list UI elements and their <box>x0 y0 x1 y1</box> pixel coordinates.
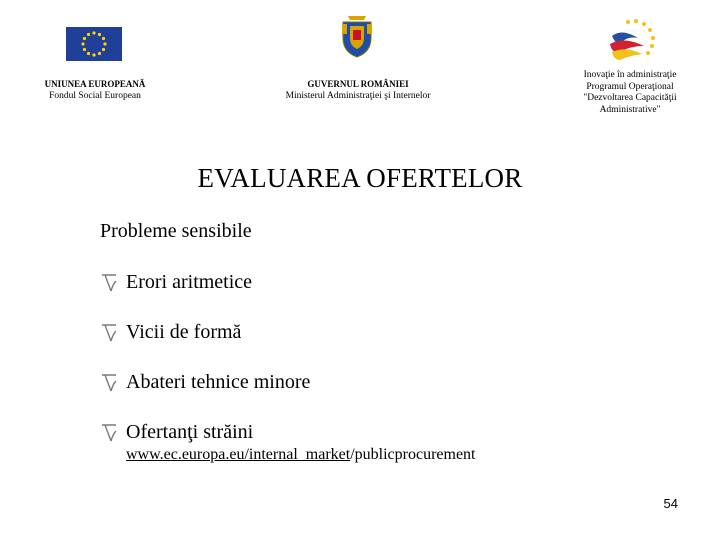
list-item-text: Vicii de formă <box>126 321 242 343</box>
government-title: GUVERNUL ROMÂNIEI <box>307 79 409 89</box>
eu-star-icon <box>102 48 105 51</box>
list-item <box>100 271 252 294</box>
operational-programme-logo-icon <box>598 16 660 64</box>
feather-bullet-icon <box>100 372 118 394</box>
feather-bullet-icon <box>100 272 118 294</box>
eu-subtitle: Fondul Social European <box>49 91 141 101</box>
programme-line-3: "Dezvoltarea Capacităţii <box>583 93 677 103</box>
list-item <box>100 371 310 394</box>
list-item-text: Ofertanţi străini <box>126 421 254 443</box>
romania-coat-of-arms-icon <box>340 14 374 58</box>
programme-caption <box>556 70 704 116</box>
list-item-text: Erori aritmetice <box>126 271 253 293</box>
slide-title: EVALUAREA OFERTELOR <box>197 163 523 193</box>
eu-star-icon <box>87 52 90 55</box>
programme-line-1: Inovaţie în administraţie <box>583 70 677 80</box>
slide-subtitle: Probleme sensibile <box>100 220 252 242</box>
eu-flag-icon <box>66 27 122 61</box>
list-item-text: Abateri tehnice minore <box>126 371 311 393</box>
eu-star-icon <box>83 48 86 51</box>
list-item <box>100 321 241 344</box>
link-rest-part[interactable]: /publicprocurement <box>350 446 476 463</box>
eu-star-icon <box>103 42 106 45</box>
eu-star-icon <box>87 33 90 36</box>
feather-bullet-icon <box>100 322 118 344</box>
procurement-link[interactable] <box>126 446 476 464</box>
eu-title: UNIUNEA EUROPEANĂ <box>44 79 146 89</box>
programme-line-4: Administrative" <box>599 104 661 115</box>
ministry-name: Ministerul Administraţiei şi Internelor <box>285 91 431 101</box>
eu-star-icon <box>81 42 84 45</box>
government-caption <box>258 78 458 102</box>
eu-star-icon <box>102 37 105 40</box>
eu-caption <box>20 78 170 102</box>
eu-star-icon <box>98 33 101 36</box>
eu-star-icon <box>98 52 101 55</box>
eu-star-icon <box>92 31 95 34</box>
eu-star-icon <box>92 53 95 56</box>
link-underlined-part[interactable]: www.ec.europa.eu/internal_market <box>126 446 351 463</box>
list-item <box>100 421 253 444</box>
feather-bullet-icon <box>100 422 118 444</box>
eu-star-icon <box>83 37 86 40</box>
page-number: 54 <box>663 496 678 511</box>
programme-line-2: Programul Operaţional <box>586 81 674 92</box>
